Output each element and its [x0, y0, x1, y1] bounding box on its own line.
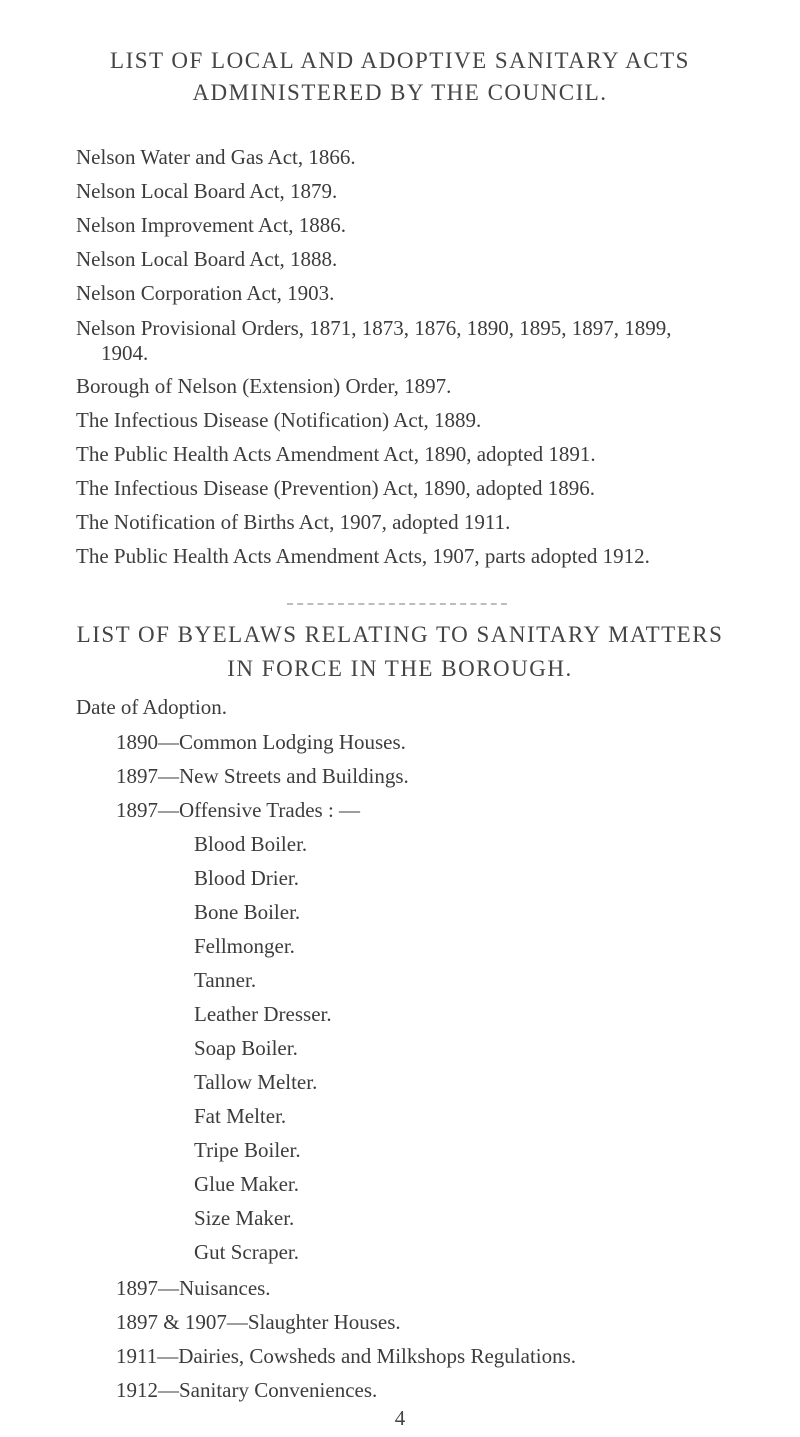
byelaw-entry: 1912—Sanitary Conveniences.: [116, 1378, 378, 1402]
section1-title-line2: ADMINISTERED BY THE COUNCIL.: [192, 80, 608, 105]
trade-item: Fat Melter.: [194, 1104, 287, 1128]
trade-item: Tanner.: [194, 968, 257, 992]
trade-item: Tripe Boiler.: [194, 1138, 301, 1162]
section1-title-line1: LIST OF LOCAL AND ADOPTIVE SANITARY ACTS: [110, 48, 690, 73]
act-item: Nelson Local Board Act, 1879.: [76, 179, 338, 203]
section2-title-line1: LIST OF BYELAWS RELATING TO SANITARY MATTERS: [76, 622, 724, 647]
act-item: Borough of Nelson (Extension) Order, 1897.: [76, 374, 452, 398]
act-item: The Infectious Disease (Prevention) Act, 1890, adopted 1896.: [76, 476, 596, 500]
act-item: The Public Health Acts Amendment Act, 1890, adopted 1891.: [76, 442, 596, 466]
trade-item: Leather Dresser.: [194, 1002, 332, 1026]
byelaw-entry: 1897—New Streets and Buildings.: [116, 764, 409, 788]
date-of-adoption-heading: Date of Adoption.: [76, 695, 228, 719]
act-item: The Notification of Births Act, 1907, adopted 1911.: [76, 510, 511, 534]
byelaw-entry: 1897—Nuisances.: [116, 1276, 271, 1300]
trade-item: Fellmonger.: [194, 934, 295, 958]
act-item: The Public Health Acts Amendment Acts, 1907, parts adopted 1912.: [76, 544, 650, 568]
trade-item: Gut Scraper.: [194, 1240, 299, 1264]
trade-item: Size Maker.: [194, 1206, 295, 1230]
trade-item: Blood Boiler.: [194, 832, 308, 856]
trade-item: Soap Boiler.: [194, 1036, 298, 1060]
act-item: Nelson Provisional Orders, 1871, 1873, 1876, 1890, 1895, 1897, 1899, 1904.: [76, 316, 672, 365]
trade-item: Glue Maker.: [194, 1172, 299, 1196]
act-item: Nelson Water and Gas Act, 1866.: [76, 145, 356, 169]
byelaw-entry: 1897 & 1907—Slaughter Houses.: [116, 1310, 401, 1334]
section2-title-line2: IN FORCE IN THE BOROUGH.: [227, 656, 573, 681]
act-item: Nelson Improvement Act, 1886.: [76, 213, 347, 237]
trade-item: Bone Boiler.: [194, 900, 301, 924]
byelaw-entry: 1890—Common Lodging Houses.: [116, 730, 406, 754]
byelaw-entry: 1911—Dairies, Cowsheds and Milkshops Regulations.: [116, 1344, 577, 1368]
byelaw-entry: 1897—Offensive Trades : —: [116, 798, 361, 822]
act-item: Nelson Corporation Act, 1903.: [76, 281, 335, 305]
page-number: 4: [394, 1406, 406, 1430]
trade-item: Blood Drier.: [194, 866, 299, 890]
act-item: Nelson Local Board Act, 1888.: [76, 247, 338, 271]
trade-item: Tallow Melter.: [194, 1070, 318, 1094]
act-item: The Infectious Disease (Notification) Act, 1889.: [76, 408, 482, 432]
section-divider: [287, 603, 507, 605]
